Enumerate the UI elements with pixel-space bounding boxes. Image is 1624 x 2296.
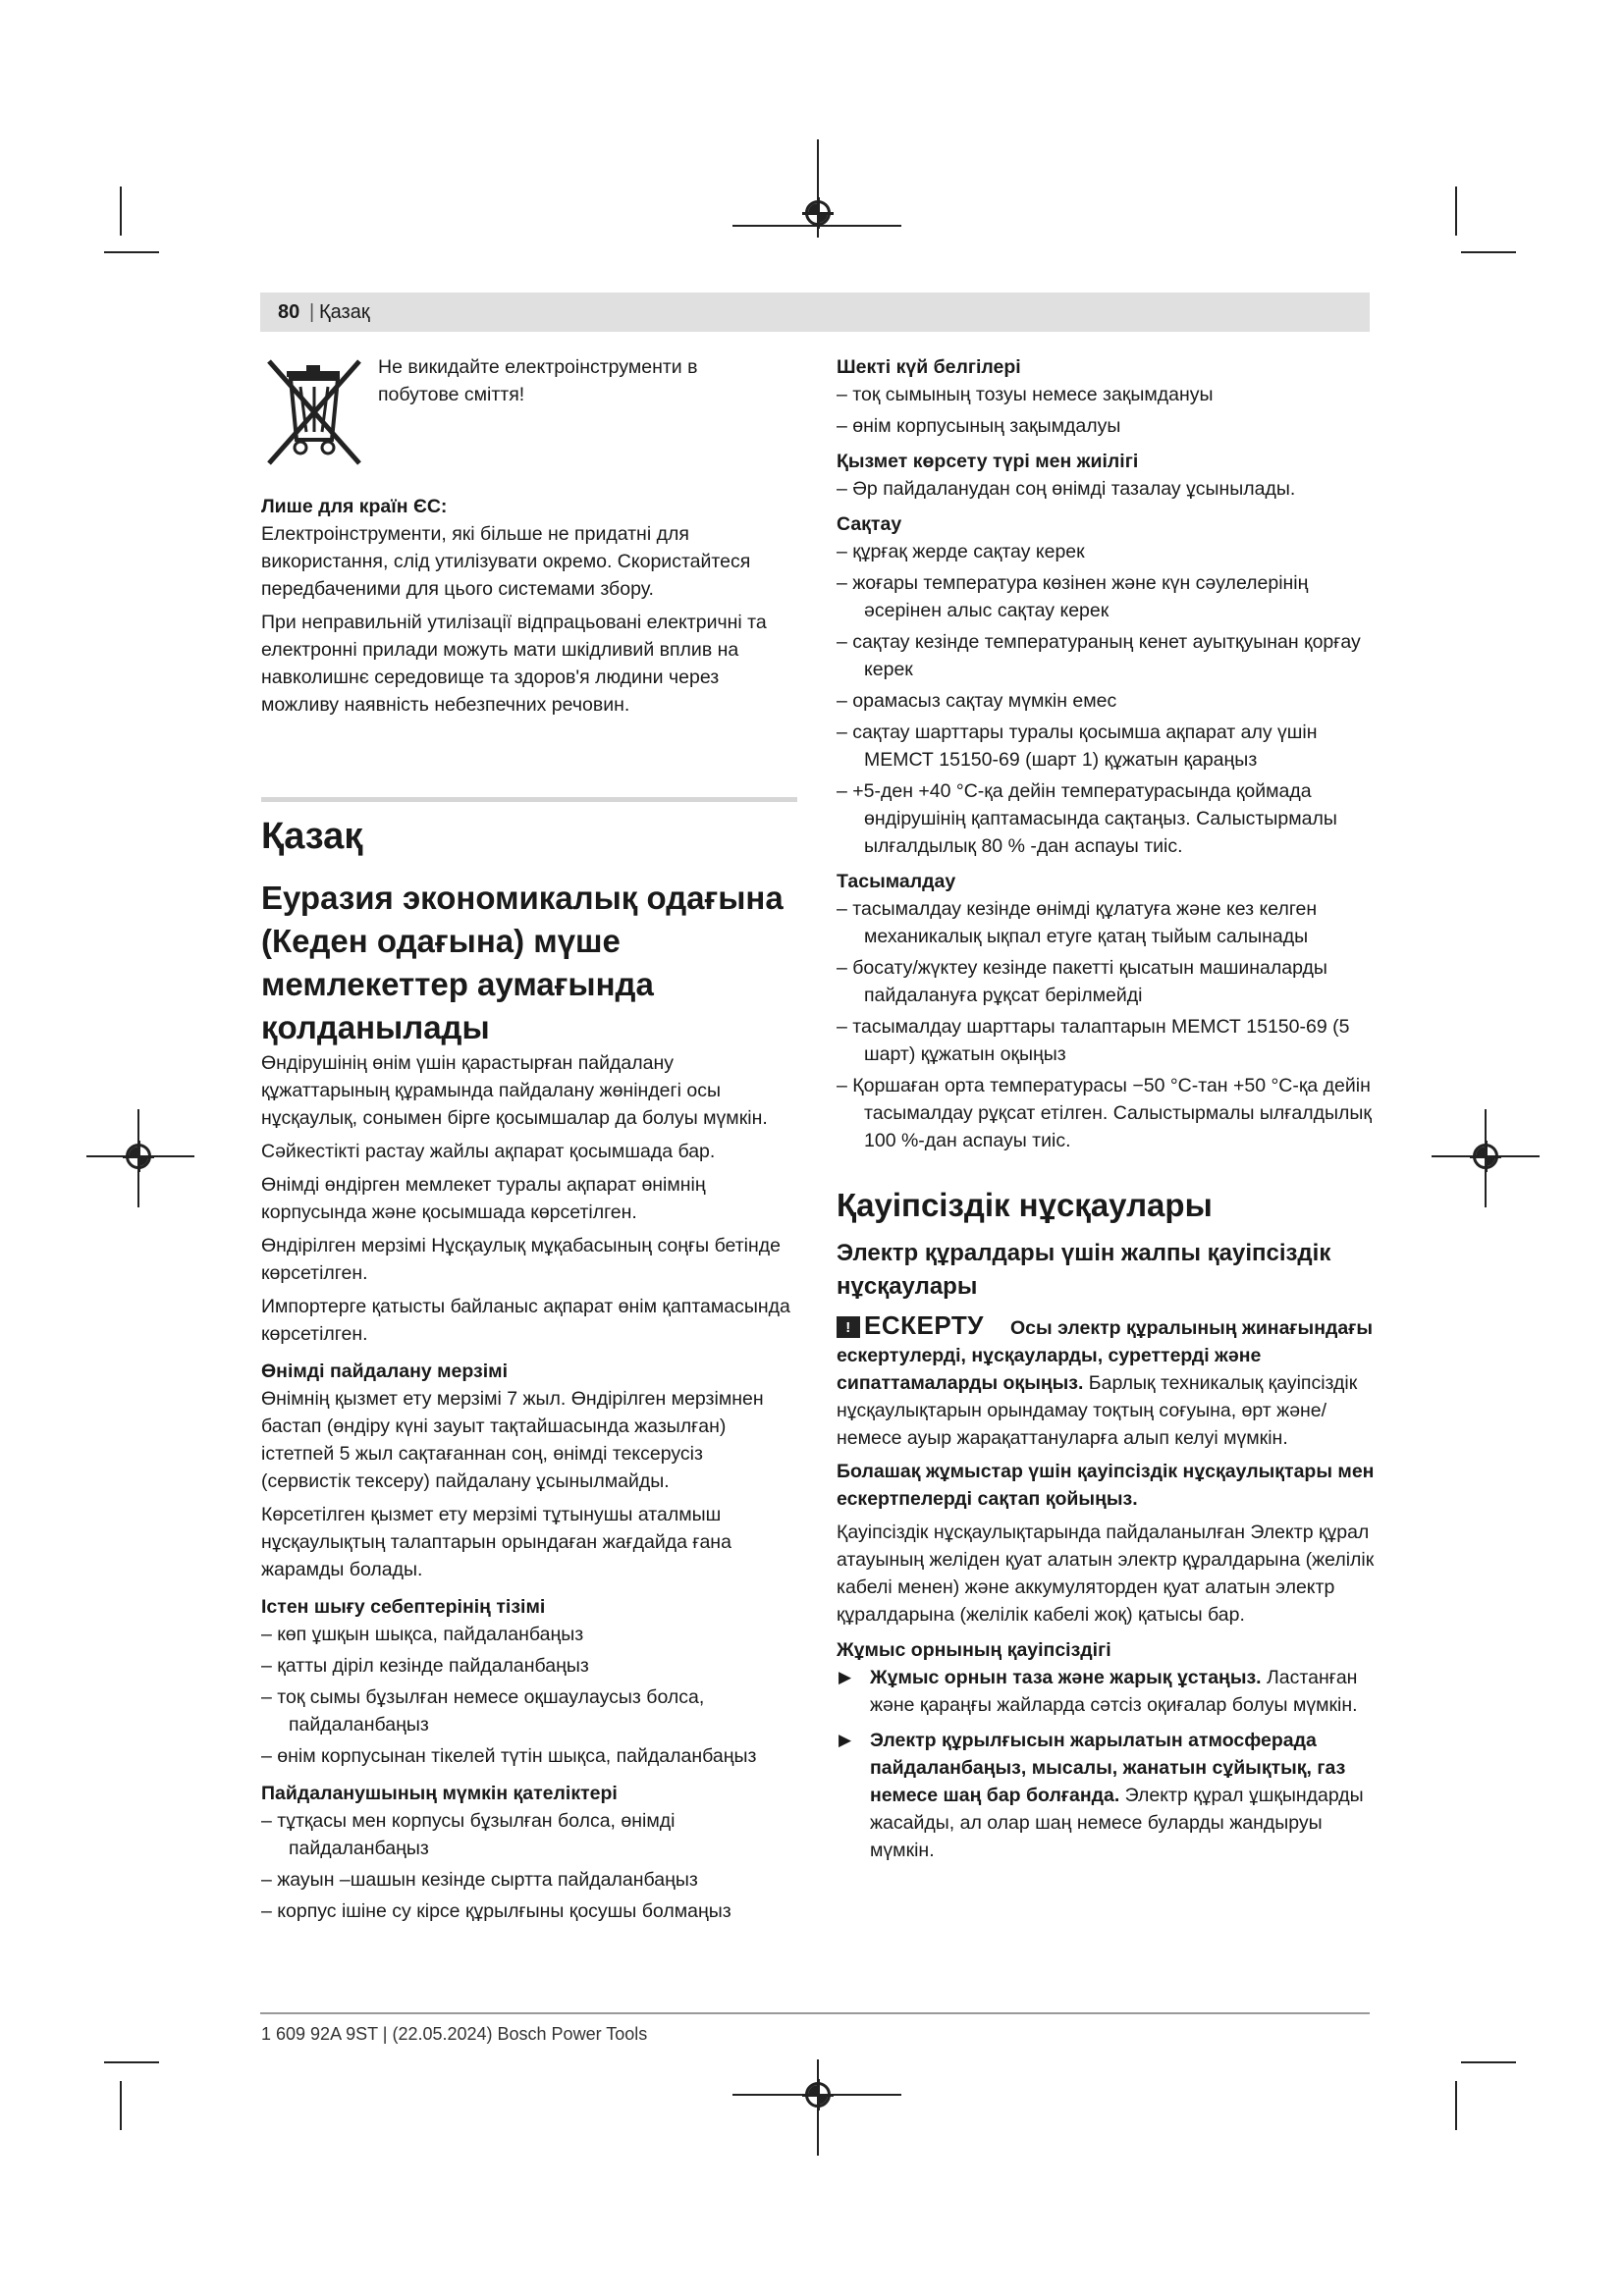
safety-title: Қауіпсіздік нұсқаулары: [837, 1187, 1213, 1223]
list-item: – орамасыз сақтау мүмкін емес: [837, 690, 1117, 712]
eu-paragraph-1: Електроінструменти, які більше не придатні для використання, слід утилізувати окремо. Скористайтеся передбаченими для цього системами збору.: [261, 523, 751, 600]
warning-triangle-icon: !: [837, 1316, 860, 1338]
registration-mark-top: [805, 200, 831, 226]
safety-subtitle: Электр құралдары үшін жалпы қауіпсіздік нұсқаулары: [837, 1240, 1331, 1300]
eu-heading: Лише для країн ЄС:: [261, 496, 448, 517]
list-item: – жауын –шашын кезінде сыртта пайдаланбаңыз: [261, 1869, 698, 1891]
list-item: – құрғақ жерде сақтау керек: [837, 541, 1085, 562]
list-item: – көп ұшқын шықса, пайдаланбаңыз: [261, 1624, 584, 1645]
service-life-heading: Өнімді пайдалану мерзімі: [261, 1361, 508, 1382]
page-number: 80: [278, 301, 300, 323]
list-item: – корпус ішіне су кірсе құрылғыны қосушы болмаңыз: [261, 1900, 731, 1922]
intro-paragraph-5: Импортерге қатысты байланыс ақпарат өнім қаптамасында көрсетілген.: [261, 1296, 790, 1345]
list-item: – қатты діріл кезінде пайдаланбаңыз: [261, 1655, 589, 1677]
eaeu-heading: Еуразия экономикалық одағына (Кеден одағына) мүше мемлекеттер аумағында қолданылады: [261, 880, 784, 1045]
list-item: – тасымалдау шарттары талаптарын МЕМСТ 15150-69 (5 шарт) құжатын оқыңыз: [837, 1016, 1350, 1065]
term-definition: Қауіпсіздік нұсқаулықтарында пайдаланылған Электр құрал атауының желіден қуат алатын электр құралдарына (желілік кабелі менен) және аккумуляторден қуат алатын электр құралдарына (желілік кабелі жоқ) қатысы бар.: [837, 1522, 1375, 1626]
list-item: – сақтау шарттары туралы қосымша ақпарат алу үшін МЕМСТ 15150-69 (шарт 1) құжатын қараңыз: [837, 721, 1318, 771]
registration-mark-right: [1473, 1144, 1498, 1169]
right-column: [837, 353, 1375, 1872]
list-item: – өнім корпусының зақымдалуы: [837, 415, 1121, 437]
footer-divider: [260, 2012, 1370, 2014]
weee-notice: Не викидайте електроінструменти в побутове сміття!: [378, 356, 698, 405]
list-item: – жоғары температура көзінен және күн сәулелерінің әсерінен алыс сақтау керек: [837, 572, 1309, 621]
service-heading: Қызмет көрсету түрі мен жиілігі: [837, 451, 1139, 472]
page-header: [260, 293, 1370, 332]
list-item: – тоқ сымының тозуы немесе зақымдануы: [837, 384, 1214, 405]
header-separator: |: [309, 301, 315, 323]
intro-paragraph-4: Өндірілген мерзімі Нұсқаулық мұқабасының соңғы бетінде көрсетілген.: [261, 1235, 781, 1284]
bullet-bold-text: Электр құрылғысын жарылатын атмосферада пайдаланбаңыз, мысалы, жанатын сұйықтық, газ немесе шаң бар болғанда.: [870, 1730, 1346, 1806]
transport-heading: Тасымалдау: [837, 871, 956, 892]
list-item: – Қоршаған орта температурасы −50 °C-тан +50 °C-қа дейін тасымалдау рұқсат етілген. Салыстырмалы ылғалдылық 100 %-дан аспауы тиіс.: [837, 1075, 1372, 1151]
list-item: – +5-ден +40 °C-қа дейін температурасында қоймада өндірушінің қаптамасында сақтаңыз. Салыстырмалы ылғалдылық 80 % -дан аспауы тиіс.: [837, 780, 1337, 857]
service-life-paragraph-2: Көрсетілген қызмет ету мерзімі тұтынушы аталмыш нұсқаулықтың талаптарын орындаған жағдайда ғана жарамды болады.: [261, 1504, 731, 1580]
list-item: – босату/жүктеу кезінде пакетті қысатын машиналарды пайдалануға рұқсат берілмейді: [837, 957, 1327, 1006]
registration-mark-bottom: [805, 2082, 831, 2108]
intro-paragraph-3: Өнімді өндірген мемлекет туралы ақпарат өнімнің корпусында және қосымшада көрсетілген.: [261, 1174, 706, 1223]
user-errors-heading: Пайдаланушының мүмкін қателіктері: [261, 1783, 618, 1804]
left-column: [261, 353, 797, 1929]
list-item: – тұтқасы мен корпусы бұзылған болса, өнімді пайдаланбаңыз: [261, 1810, 676, 1859]
bullet-text: Электр құрал ұшқындарды жасайды, ал олар шаң немесе буларды жандыруы мүмкін.: [870, 1785, 1364, 1861]
footer-text: 1 609 92A 9ST | (22.05.2024) Bosch Power Tools: [261, 2024, 648, 2044]
service-life-paragraph-1: Өнімнің қызмет ету мерзімі 7 жыл. Өндірілген мерзімнен бастап (өндіру күні зауыт тақтайшасында жазылған) істетпей 5 жыл сақтағаннан соң, өнімді тексерусіз (сервистік тексеру) пайдалану ұсынылмайды.: [261, 1388, 764, 1492]
list-item: – тоқ сымы бұзылған немесе оқшаулаусыз болса, пайдаланбаңыз: [261, 1686, 705, 1735]
list-item: – Әр пайдаланудан соң өнімді тазалау ұсынылады.: [837, 478, 1296, 500]
bullet-bold-text: Жұмыс орнын таза және жарық ұстаңыз.: [870, 1667, 1262, 1688]
list-item: – тасымалдау кезінде өнімді құлатуға және кез келген механикалық ықпал етуге қатаң тыйым салынады: [837, 898, 1318, 947]
list-item: – сақтау кезінде температураның кенет ауытқуынан қорғау керек: [837, 631, 1361, 680]
keep-instructions: Болашақ жұмыстар үшін қауіпсіздік нұсқаулықтары мен ескертпелерді сақтап қойыңыз.: [837, 1461, 1375, 1510]
bullet-arrow-icon: ▶: [839, 1731, 852, 1749]
warning-badge: [837, 1311, 984, 1339]
intro-paragraph-2: Сәйкестікті растау жайлы ақпарат қосымшада бар.: [261, 1141, 716, 1162]
warning-label: ЕСКЕРТУ: [864, 1310, 984, 1340]
work-area-heading: Жұмыс орнының қауіпсіздігі: [837, 1639, 1111, 1661]
storage-heading: Сақтау: [837, 513, 902, 535]
warning-bold-text: Осы электр құралының жинағындағы ескертулерді, нұсқауларды, суреттерді және сипаттамаларды оқыңыз.: [837, 1317, 1373, 1394]
safety-bullet: [837, 1727, 1375, 1864]
eu-paragraph-2: При неправильній утилізації відпрацьовані електричні та електронні прилади можуть мати шкідливий вплив на навколишнє середовище та здоров'я людини через можливу наявність небезпечних речовин.: [261, 612, 767, 716]
registration-mark-left: [126, 1144, 151, 1169]
bullet-text: Ластанған және қараңғы жайларда сәтсіз оқиғалар болуы мүмкін.: [870, 1667, 1358, 1716]
section-title-kz: Қазақ: [261, 816, 363, 857]
failure-heading: Істен шығу себептерінің тізімі: [261, 1596, 546, 1618]
list-item: – өнім корпусынан тікелей түтін шықса, пайдаланбаңыз: [261, 1745, 757, 1767]
limit-signs-heading: Шекті күй белгілері: [837, 356, 1021, 378]
bullet-arrow-icon: ▶: [839, 1668, 852, 1686]
intro-paragraph-1: Өндірушінің өнім үшін қарастырған пайдалану құжаттарының құрамында пайдалану жөніндегі осы нұсқаулық, сонымен бірге қосымшалар да болуы мүмкін.: [261, 1052, 768, 1129]
header-language: Қазақ: [319, 301, 370, 323]
safety-bullet: [837, 1664, 1375, 1719]
warning-text: Барлық техникалық қауіпсіздік нұсқаулықтарын орындамау тоқтың соғуына, өрт және/немесе ауыр жарақаттануларға алып келуі мүмкін.: [837, 1372, 1358, 1449]
